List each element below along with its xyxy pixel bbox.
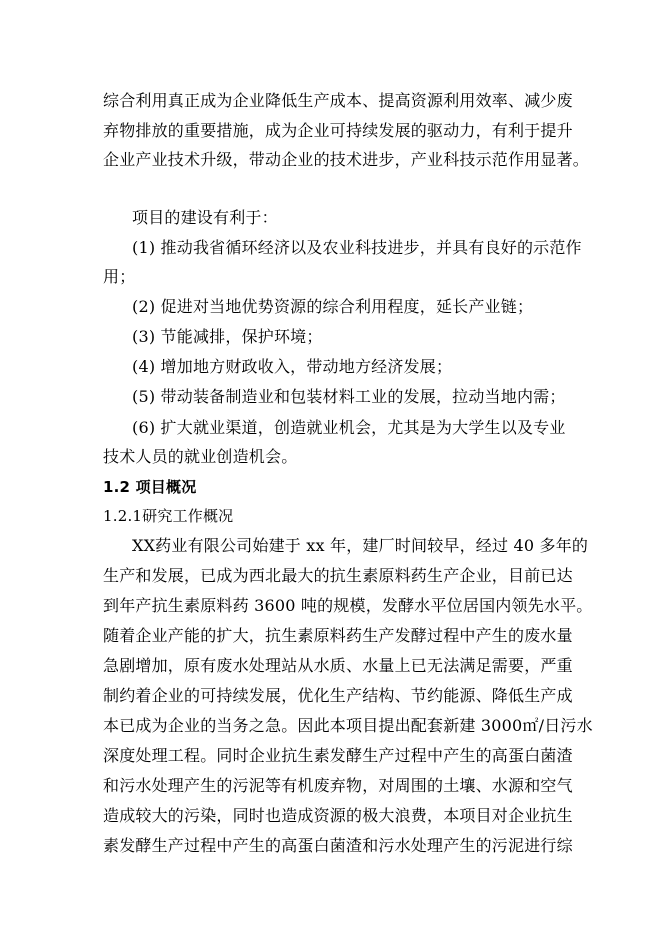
benefit-item-1-line-2: 用； [103, 267, 136, 286]
paragraph-1-line-3: 企业产业技术升级，带动企业的技术进步，产业科技示范作用显著。 [103, 150, 590, 169]
subsection-heading: 1.2.1研究工作概况 [103, 507, 234, 525]
benefit-item-6-line-1: (6) 扩大就业渠道，创造就业机会，尤其是为大学生以及专业 [132, 418, 566, 437]
paragraph-2-line-9: 和污水处理产生的污泥等有机废弃物，对周围的土壤、水源和空气 [103, 776, 573, 795]
benefit-item-2: (2) 促进对当地优势资源的综合利用程度，延长产业链； [132, 297, 534, 316]
benefits-intro: 项目的建设有利于： [132, 208, 278, 227]
paragraph-2-line-6: 制约着企业的可持续发展，优化生产结构、节约能源、降低生产成 [103, 686, 573, 705]
paragraph-2-line-8: 深度处理工程。同时企业抗生素发酵生产过程中产生的高蛋白菌渣 [103, 746, 573, 765]
paragraph-1-line-2: 弃物排放的重要措施，成为企业可持续发展的驱动力，有利于提升 [103, 121, 573, 140]
benefit-item-1-line-1: (1) 推动我省循环经济以及农业科技进步，并具有良好的示范作 [132, 238, 582, 257]
paragraph-2-line-7: 本已成为企业的当务之急。因此本项目提出配套新建 3000㎡/日污水 [103, 716, 593, 735]
paragraph-2-line-4: 随着企业产能的扩大，抗生素原料药生产发酵过程中产生的废水量 [103, 626, 573, 645]
benefit-item-5: (5) 带动装备制造业和包装材料工业的发展，拉动当地内需； [132, 387, 566, 406]
paragraph-1-line-1: 综合利用真正成为企业降低生产成本、提高资源利用效率、减少废 [103, 91, 573, 110]
paragraph-2-line-10: 造成较大的污染，同时也造成资源的极大浪费，本项目对企业抗生 [103, 806, 573, 825]
section-heading: 1.2 项目概况 [103, 478, 197, 496]
paragraph-2-line-5: 急剧增加，原有废水处理站从水质、水量上已无法满足需要，严重 [103, 656, 573, 675]
paragraph-2-line-2: 生产和发展，已成为西北最大的抗生素原料药生产企业，目前已达 [103, 566, 573, 585]
paragraph-2-line-3: 到年产抗生素原料药 3600 吨的规模，发酵水平位居国内领先水平。 [103, 596, 593, 615]
paragraph-2-line-11: 素发酵生产过程中产生的高蛋白菌渣和污水处理产生的污泥进行综 [103, 836, 573, 855]
benefit-item-6-line-2: 技术人员的就业创造机会。 [103, 447, 298, 466]
benefit-item-3: (3) 节能减排，保护环境； [132, 327, 323, 346]
benefit-item-4: (4) 增加地方财政收入，带动地方经济发展； [132, 357, 453, 376]
paragraph-2-line-1: XX药业有限公司始建于 xx 年，建厂时间较早，经过 40 多年的 [132, 536, 589, 555]
